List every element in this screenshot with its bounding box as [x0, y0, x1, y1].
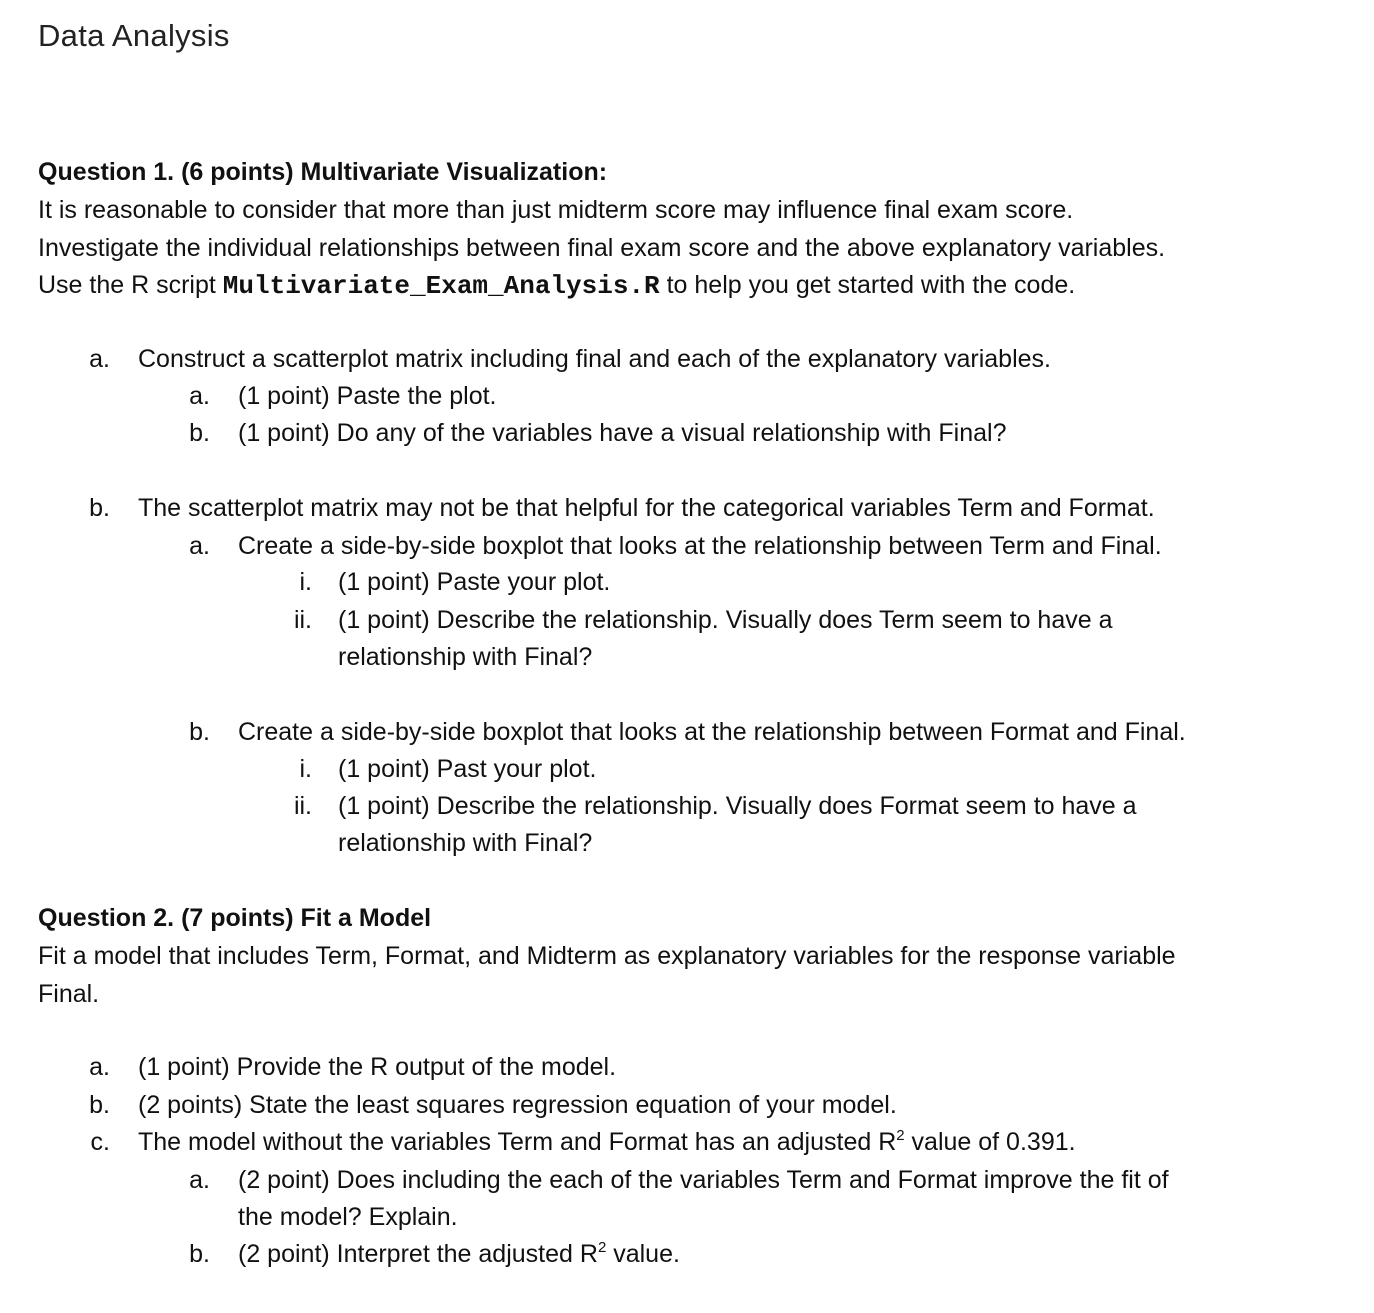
list-marker: b. [189, 718, 210, 746]
list-marker: b. [89, 1091, 110, 1119]
text-segment: (2 point) Interpret the adjusted R [238, 1240, 598, 1268]
list-item-text: (1 point) Do any of the variables have a visual relationship with Final? [238, 419, 1007, 447]
superscript: 2 [896, 1127, 905, 1144]
list-item-text: (2 points) State the least squares regression equation of your model. [138, 1091, 897, 1119]
page-title: Data Analysis [38, 18, 230, 53]
list-item-text: (1 point) Paste the plot. [238, 382, 497, 410]
list-item-text: Create a side-by-side boxplot that looks at the relationship between Term and Final. [238, 532, 1162, 560]
list-marker: b. [89, 494, 110, 522]
list-item-text: the model? Explain. [238, 1203, 458, 1231]
list-item-text: (1 point) Paste your plot. [338, 568, 611, 596]
question-1-intro-line [38, 267, 1338, 306]
list-marker: a. [89, 1053, 110, 1081]
list-item-text: The scatterplot matrix may not be that helpful for the categorical variables Term and Format. [138, 494, 1155, 522]
question-1-intro-line: It is reasonable to consider that more than just midterm score may influence final exam score. [38, 196, 1074, 224]
list-marker: ii. [293, 606, 312, 634]
list-marker: c. [90, 1128, 110, 1156]
list-marker: a. [189, 1166, 210, 1194]
question-2-intro-line: Final. [38, 979, 100, 1008]
list-marker: a. [189, 532, 210, 560]
intro-text: Use the R script [38, 271, 223, 299]
script-filename: Multivariate_Exam_Analysis.R [222, 271, 660, 301]
list-item-text: (1 point) Provide the R output of the model. [138, 1053, 617, 1081]
question-2-intro [38, 938, 1338, 1013]
question-2-heading: Question 2. (7 points) Fit a Model [38, 904, 432, 932]
list-marker: a. [89, 345, 110, 373]
list-item-text [138, 1124, 1076, 1161]
list-item-text: (2 point) Does including the each of the variables Term and Format improve the fit of [238, 1166, 1169, 1194]
list-item-text [238, 1236, 680, 1273]
list-item-text: (1 point) Describe the relationship. Visually does Term seem to have a [338, 606, 1113, 634]
text-segment: The model without the variables Term and Format has an adjusted R [138, 1128, 897, 1156]
list-marker: a. [189, 382, 210, 410]
question-2-intro-line: Fit a model that includes Term, Format, and Midterm as explanatory variables for the response variable [38, 942, 1176, 970]
list-marker: i. [299, 568, 312, 596]
list-item-text: relationship with Final? [338, 829, 593, 857]
list-item-text: relationship with Final? [338, 643, 593, 671]
question-1-intro [38, 192, 1338, 306]
list-item-text: Construct a scatterplot matrix including final and each of the explanatory variables. [138, 345, 1051, 373]
list-item-text: (1 point) Describe the relationship. Visually does Format seem to have a [338, 792, 1137, 820]
question-1-heading: Question 1. (6 points) Multivariate Visualization: [38, 158, 608, 186]
list-item-text: Create a side-by-side boxplot that looks at the relationship between Format and Final. [238, 718, 1186, 746]
intro-text: to help you get started with the code. [659, 271, 1076, 299]
list-marker: b. [189, 1240, 210, 1268]
question-1-intro-line: Investigate the individual relationships between final exam score and the above explanatory variables. [38, 233, 1166, 262]
list-marker: b. [189, 419, 210, 447]
list-marker: i. [299, 755, 312, 783]
text-segment: value of 0.391. [904, 1128, 1076, 1156]
list-marker: ii. [293, 792, 312, 820]
list-item-text: (1 point) Past your plot. [338, 755, 597, 783]
text-segment: value. [606, 1240, 680, 1268]
superscript: 2 [597, 1239, 607, 1256]
